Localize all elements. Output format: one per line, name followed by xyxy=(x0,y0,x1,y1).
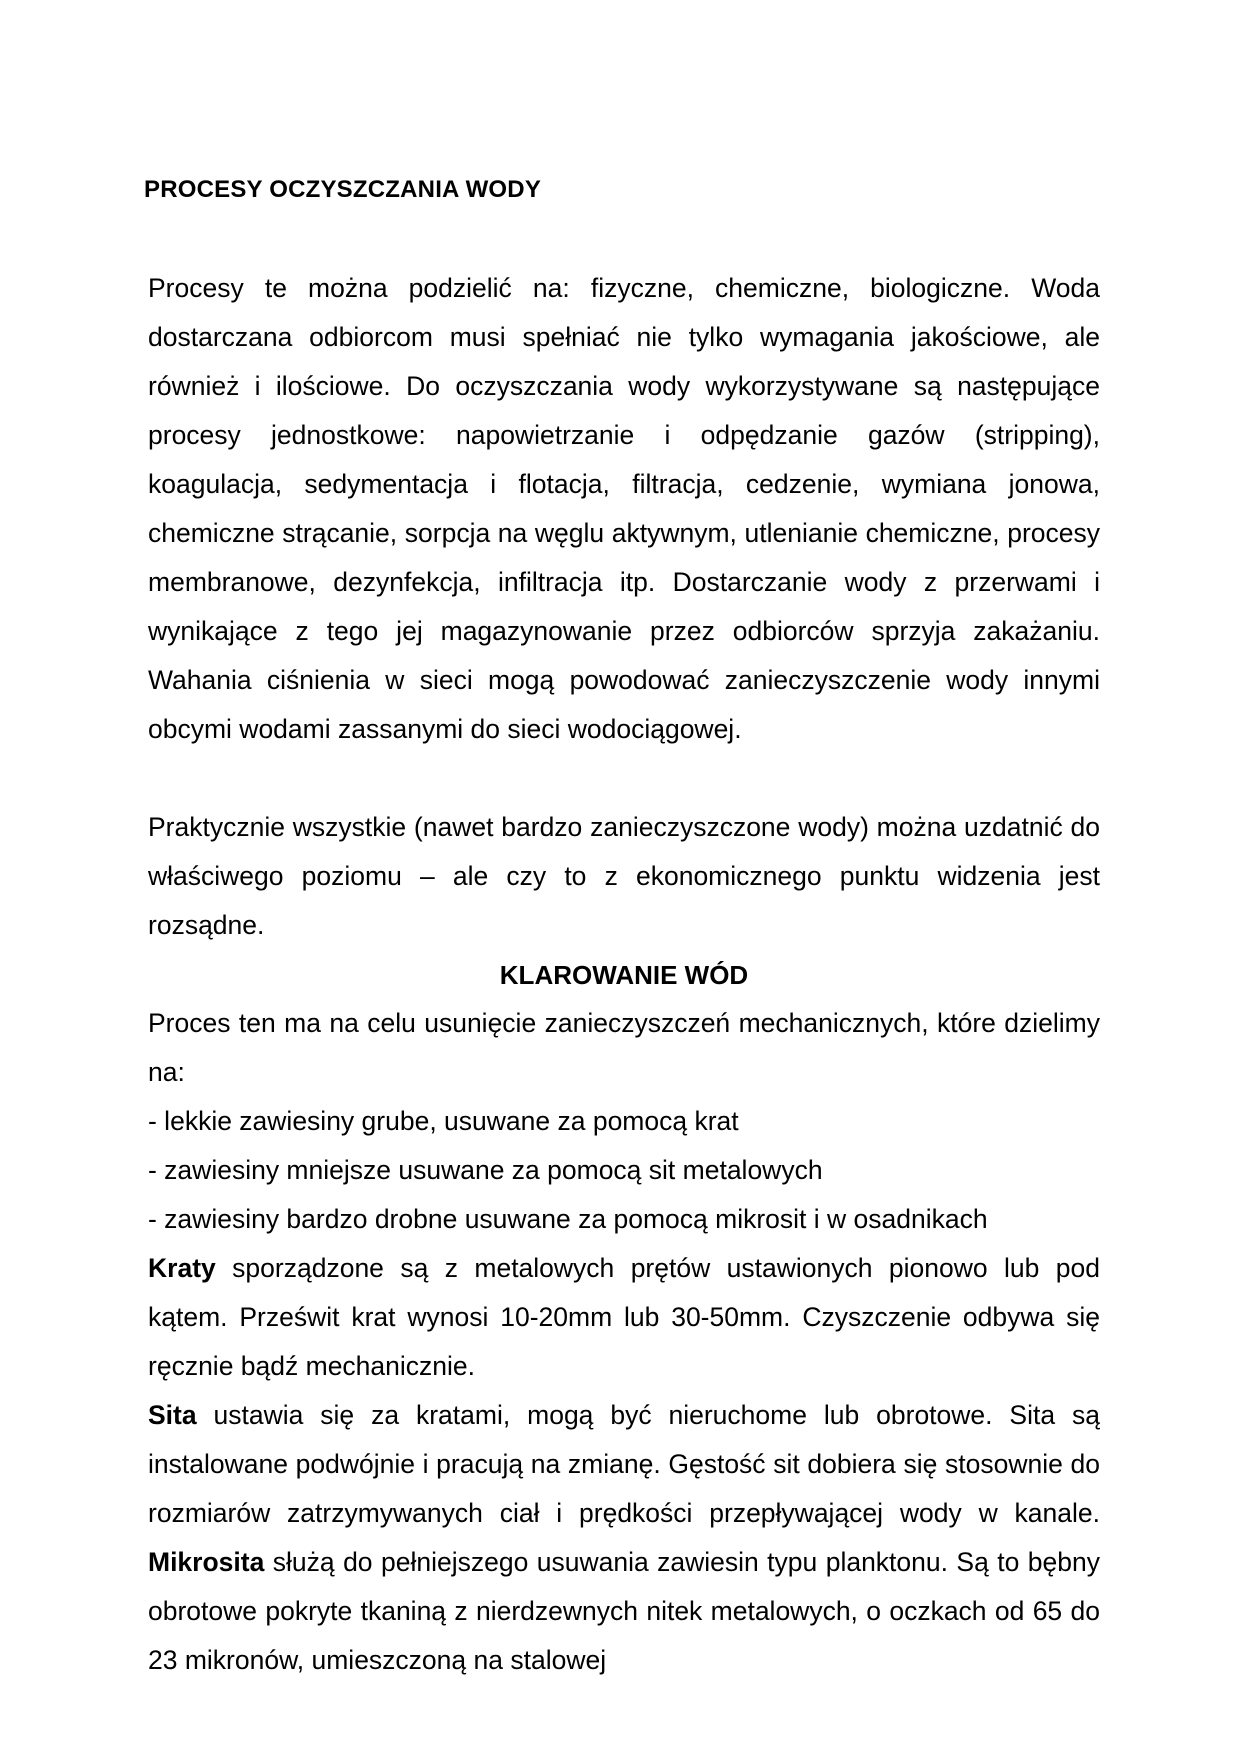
paragraph-sita xyxy=(148,1391,1100,1685)
paragraph-intro: Procesy te można podzielić na: fizyczne, chemiczne, biologiczne. Woda dostarczana odbiorcom musi spełniać nie tylko wymagania jakościowe, ale również i ilościowe. Do oczyszczania wody wykorzystywane są następujące procesy jednostkowe: napowietrzanie i odpędzanie gazów (stripping), koagulacja, sedymentacja i flotacja, filtracja, cedzenie, wymiana jonowa, chemiczne strącanie, sorpcja na węglu aktywnym, utlenianie chemiczne, procesy membranowe, dezynfekcja, infiltracja itp. Dostarczanie wody z przerwami i wynikające z tego jej magazynowanie przez odbiorców sprzyja zakażaniu. Wahania ciśnienia w sieci mogą powodować zanieczyszczenie wody innymi obcymi wodami zassanymi do sieci wodociągowej. xyxy=(148,273,1100,744)
term-sita: Sita xyxy=(148,1400,197,1430)
sita-description: ustawia się za kratami, mogą być nieruchome lub obrotowe. Sita są instalowane podwójnie i pracują na zmianę. Gęstość sit dobiera się stosownie do rozmiarów zatrzymywanych ciał i prędkości przepływającej wody w kanale. xyxy=(148,1400,1100,1528)
document-title: PROCESY OCZYSZCZANIA WODY xyxy=(144,176,542,203)
list-item: - zawiesiny mniejsze usuwane za pomocą sit metalowych xyxy=(148,1155,823,1185)
list-item: - lekkie zawiesiny grube, usuwane za pomocą krat xyxy=(148,1106,739,1136)
list-item: - zawiesiny bardzo drobne usuwane za pomocą mikrosit i w osadnikach xyxy=(148,1204,988,1234)
section-heading-klarowanie: KLAROWANIE WÓD xyxy=(499,960,749,990)
mikrosita-description: służą do pełniejszego usuwania zawiesin typu planktonu. Są to bębny obrotowe pokryte tkaniną z nierdzewnych nitek metalowych, o oczkach od 65 do 23 mikronów, umieszczoną na stalowej xyxy=(148,1547,1100,1675)
paragraph-practical: Praktycznie wszystkie (nawet bardzo zanieczyszczone wody) można uzdatnić do właściwego poziomu – ale czy to z ekonomicznego punktu widzenia jest rozsądne. xyxy=(148,812,1100,940)
paragraph-kraty xyxy=(148,1244,1100,1391)
term-mikrosita: Mikrosita xyxy=(148,1547,265,1577)
kraty-description: sporządzone są z metalowych prętów ustawionych pionowo lub pod kątem. Prześwit krat wynosi 10-20mm lub 30-50mm. Czyszczenie odbywa się ręcznie bądź mechanicznie. xyxy=(148,1253,1100,1381)
suspension-list xyxy=(148,1097,1100,1244)
term-kraty: Kraty xyxy=(148,1253,216,1283)
paragraph-klarowanie-intro: Proces ten ma na celu usunięcie zanieczyszczeń mechanicznych, które dzielimy na: xyxy=(148,1008,1100,1087)
